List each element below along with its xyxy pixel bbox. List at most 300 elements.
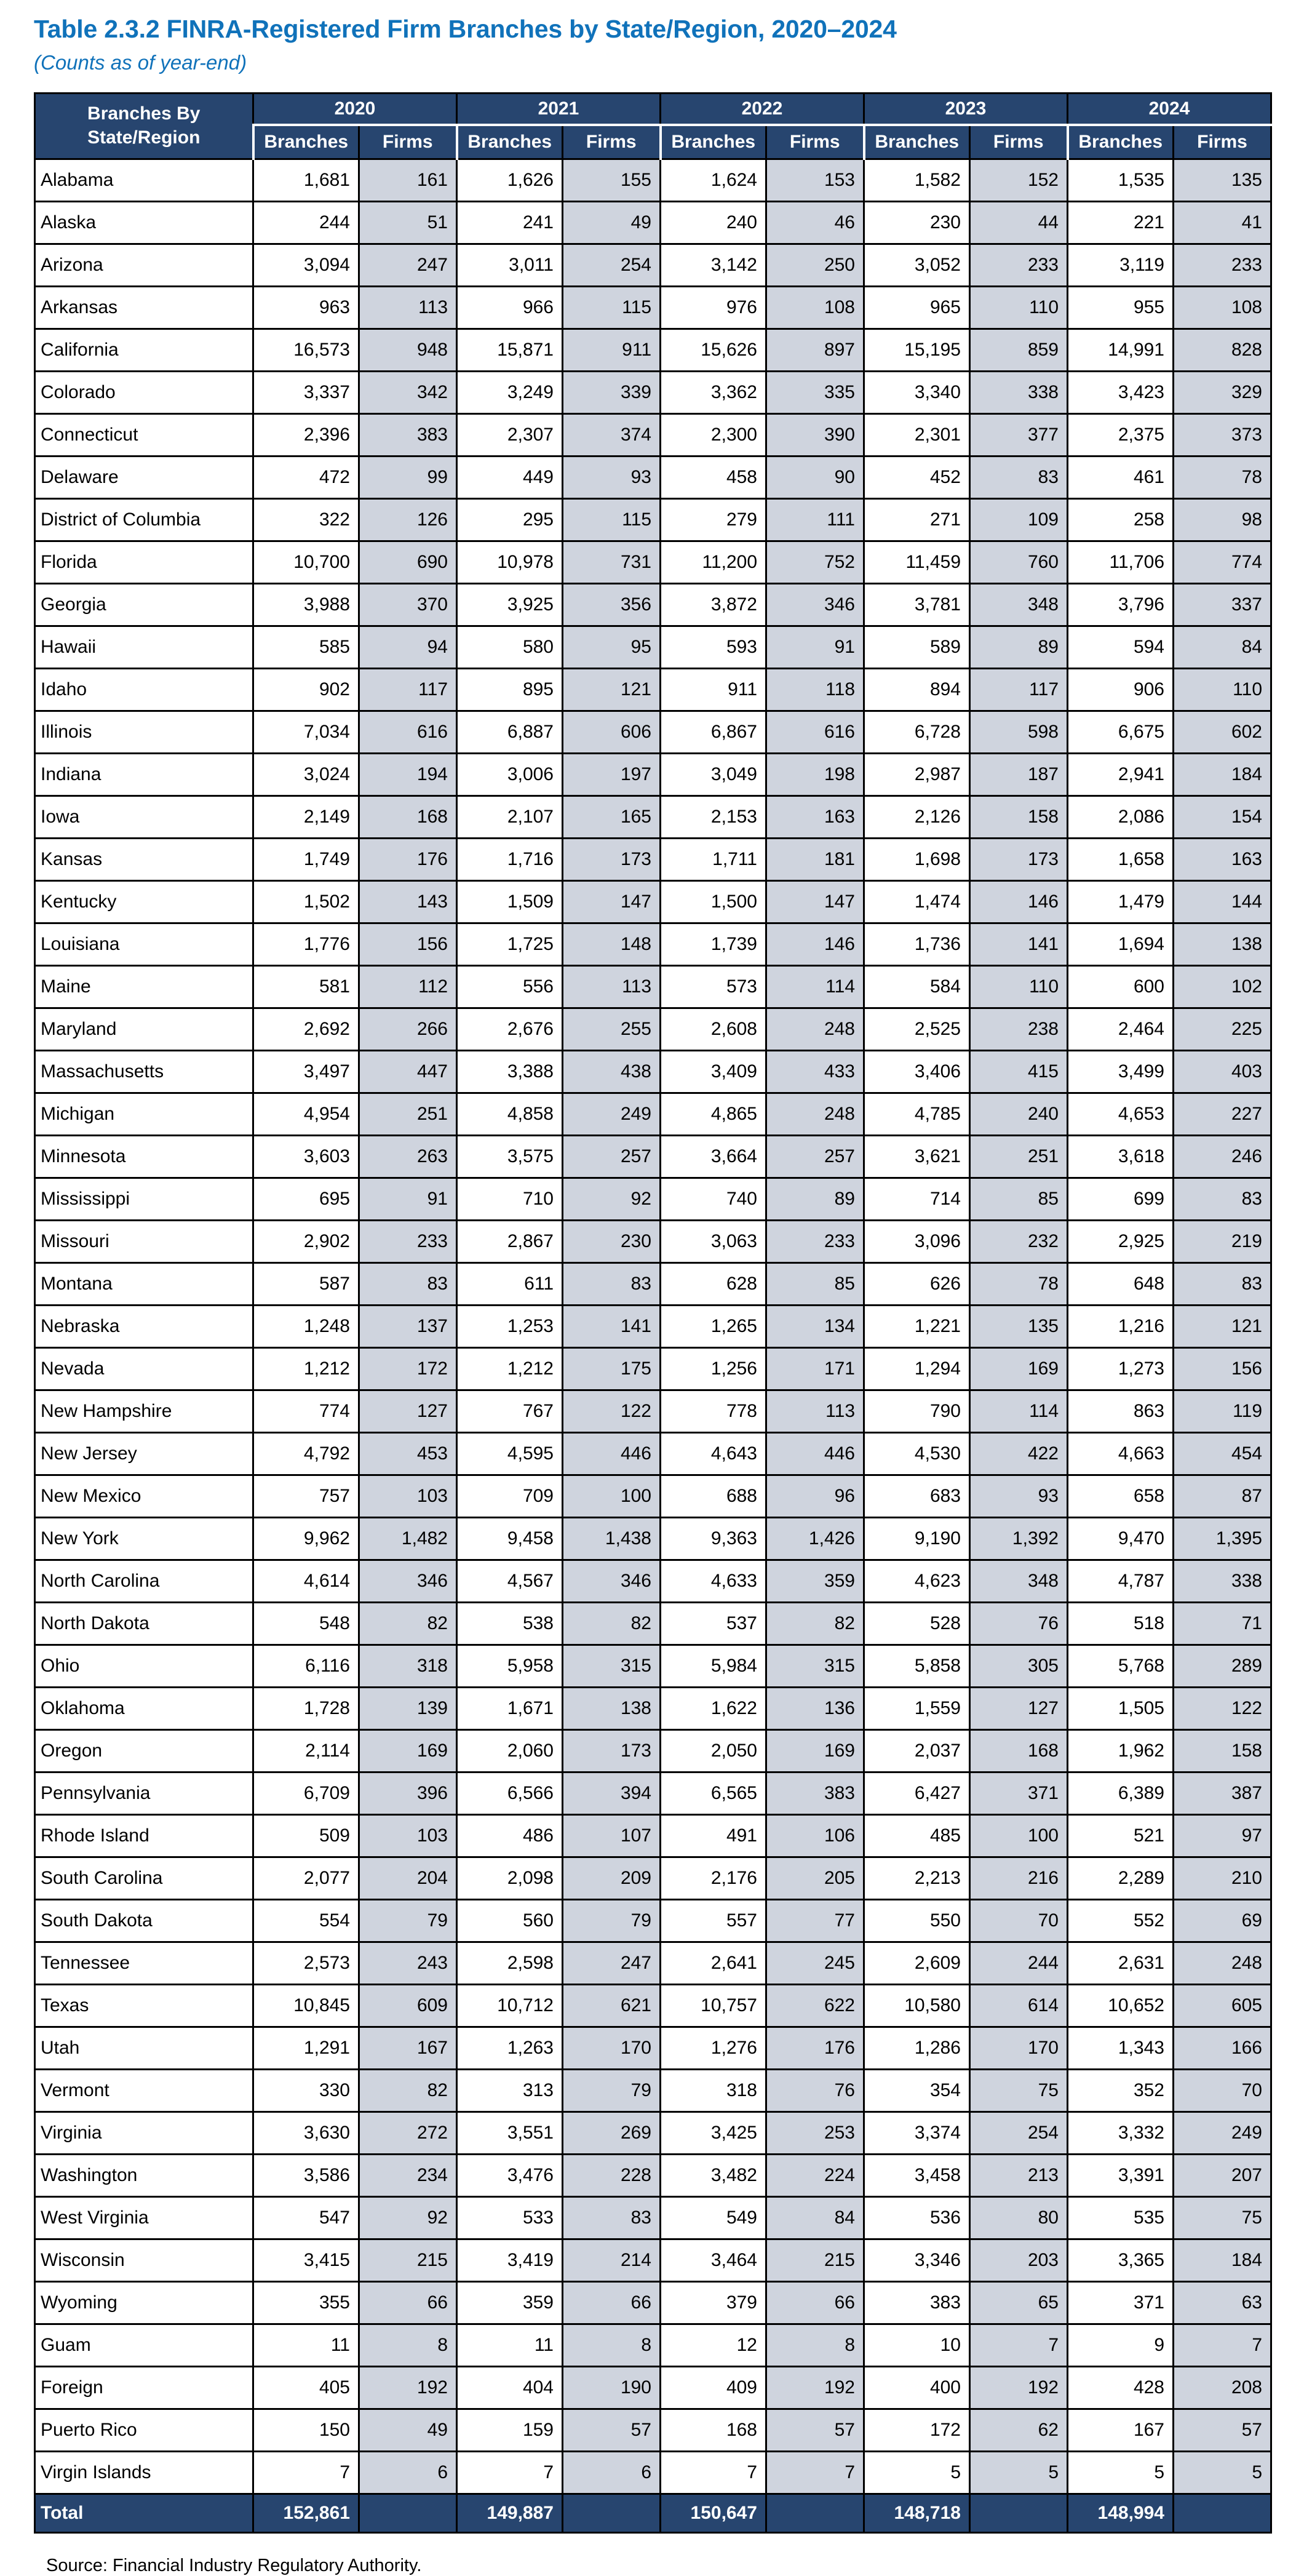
- cell-branches: 4,530: [864, 1432, 970, 1475]
- cell-firms: 99: [359, 456, 457, 498]
- cell-firms: 49: [563, 201, 661, 244]
- table-row: [35, 2154, 1271, 2196]
- row-state-label: Mississippi: [35, 1178, 253, 1220]
- cell-branches: 9,363: [661, 1517, 766, 1560]
- cell-firms: 253: [766, 2111, 864, 2154]
- cell-firms: 153: [766, 159, 864, 201]
- cell-firms: 245: [766, 1942, 864, 1984]
- cell-branches: 1,962: [1068, 1729, 1174, 1772]
- cell-branches: 4,653: [1068, 1093, 1174, 1135]
- cell-branches: 695: [253, 1178, 359, 1220]
- cell-branches: 1,500: [661, 880, 766, 923]
- cell-branches: 1,739: [661, 923, 766, 965]
- cell-firms: 82: [766, 1602, 864, 1645]
- total-firms: [563, 2494, 661, 2532]
- cell-firms: 438: [563, 1050, 661, 1093]
- header-year-2023: 2023: [864, 93, 1068, 125]
- row-state-label: Kansas: [35, 838, 253, 880]
- cell-firms: 146: [970, 880, 1068, 923]
- cell-branches: 2,573: [253, 1942, 359, 1984]
- cell-firms: 83: [970, 456, 1068, 498]
- cell-firms: 263: [359, 1135, 457, 1178]
- cell-branches: 1,626: [457, 159, 563, 201]
- cell-branches: 2,608: [661, 1008, 766, 1050]
- row-state-label: North Dakota: [35, 1602, 253, 1645]
- cell-firms: 383: [766, 1772, 864, 1814]
- branches-by-state-table: [34, 92, 1272, 2534]
- cell-firms: 83: [1174, 1262, 1271, 1305]
- cell-firms: 46: [766, 201, 864, 244]
- total-branches: 152,861: [253, 2494, 359, 2532]
- cell-firms: 1,426: [766, 1517, 864, 1560]
- cell-firms: 446: [766, 1432, 864, 1475]
- cell-branches: 7: [661, 2451, 766, 2494]
- cell-branches: 4,623: [864, 1560, 970, 1602]
- table-row: [35, 1262, 1271, 1305]
- cell-branches: 537: [661, 1602, 766, 1645]
- cell-firms: 114: [766, 965, 864, 1008]
- cell-firms: 139: [359, 1687, 457, 1729]
- table-row: [35, 923, 1271, 965]
- cell-branches: 4,785: [864, 1093, 970, 1135]
- cell-branches: 2,037: [864, 1729, 970, 1772]
- cell-branches: 1,343: [1068, 2027, 1174, 2069]
- row-state-label: Kentucky: [35, 880, 253, 923]
- header-2021-branches: Branches: [457, 125, 563, 159]
- row-state-label: Guam: [35, 2324, 253, 2366]
- cell-firms: 167: [359, 2027, 457, 2069]
- cell-branches: 4,633: [661, 1560, 766, 1602]
- cell-firms: 80: [970, 2196, 1068, 2239]
- cell-firms: 122: [563, 1390, 661, 1432]
- table-row: [35, 1729, 1271, 1772]
- cell-branches: 1,505: [1068, 1687, 1174, 1729]
- cell-firms: 243: [359, 1942, 457, 1984]
- cell-firms: 138: [1174, 923, 1271, 965]
- row-state-label: Nebraska: [35, 1305, 253, 1347]
- cell-branches: 3,872: [661, 583, 766, 626]
- row-state-label: Virginia: [35, 2111, 253, 2154]
- cell-firms: 609: [359, 1984, 457, 2027]
- row-state-label: Louisiana: [35, 923, 253, 965]
- cell-firms: 224: [766, 2154, 864, 2196]
- table-body: [35, 159, 1271, 2532]
- cell-firms: 106: [766, 1814, 864, 1857]
- cell-branches: 778: [661, 1390, 766, 1432]
- cell-firms: 197: [563, 753, 661, 796]
- cell-branches: 2,867: [457, 1220, 563, 1262]
- cell-firms: 173: [563, 838, 661, 880]
- cell-branches: 1,253: [457, 1305, 563, 1347]
- cell-firms: 57: [1174, 2409, 1271, 2451]
- cell-firms: 115: [563, 498, 661, 541]
- cell-branches: 688: [661, 1475, 766, 1517]
- cell-branches: 3,365: [1068, 2239, 1174, 2281]
- cell-branches: 3,406: [864, 1050, 970, 1093]
- cell-firms: 335: [766, 371, 864, 413]
- cell-firms: 390: [766, 413, 864, 456]
- cell-firms: 165: [563, 796, 661, 838]
- cell-firms: 948: [359, 329, 457, 371]
- cell-branches: 2,301: [864, 413, 970, 456]
- cell-firms: 173: [563, 1729, 661, 1772]
- cell-firms: 103: [359, 1475, 457, 1517]
- cell-branches: 167: [1068, 2409, 1174, 2451]
- cell-firms: 110: [970, 965, 1068, 1008]
- header-2021-firms: Firms: [563, 125, 661, 159]
- cell-firms: 233: [1174, 244, 1271, 286]
- cell-firms: 169: [766, 1729, 864, 1772]
- header-2024-branches: Branches: [1068, 125, 1174, 159]
- cell-firms: 215: [766, 2239, 864, 2281]
- cell-branches: 4,567: [457, 1560, 563, 1602]
- table-row: [35, 541, 1271, 583]
- row-state-label: Foreign: [35, 2366, 253, 2409]
- row-state-label: Missouri: [35, 1220, 253, 1262]
- cell-firms: 244: [970, 1942, 1068, 1984]
- cell-branches: 452: [864, 456, 970, 498]
- cell-branches: 699: [1068, 1178, 1174, 1220]
- cell-branches: 3,011: [457, 244, 563, 286]
- row-state-label: Montana: [35, 1262, 253, 1305]
- cell-firms: 109: [970, 498, 1068, 541]
- cell-firms: 238: [970, 1008, 1068, 1050]
- cell-firms: 760: [970, 541, 1068, 583]
- cell-firms: 198: [766, 753, 864, 796]
- cell-branches: 258: [1068, 498, 1174, 541]
- row-state-label: Minnesota: [35, 1135, 253, 1178]
- cell-firms: 228: [563, 2154, 661, 2196]
- table-row: [35, 1178, 1271, 1220]
- row-state-label: Iowa: [35, 796, 253, 838]
- cell-branches: 767: [457, 1390, 563, 1432]
- cell-branches: 2,396: [253, 413, 359, 456]
- cell-firms: 71: [1174, 1602, 1271, 1645]
- cell-branches: 976: [661, 286, 766, 329]
- cell-firms: 359: [766, 1560, 864, 1602]
- cell-branches: 2,598: [457, 1942, 563, 1984]
- cell-branches: 560: [457, 1899, 563, 1942]
- cell-firms: 89: [970, 626, 1068, 668]
- cell-firms: 247: [563, 1942, 661, 1984]
- cell-branches: 3,458: [864, 2154, 970, 2196]
- cell-firms: 272: [359, 2111, 457, 2154]
- cell-firms: 146: [766, 923, 864, 965]
- cell-firms: 616: [766, 711, 864, 753]
- cell-firms: 171: [766, 1347, 864, 1390]
- table-row: [35, 1602, 1271, 1645]
- cell-firms: 774: [1174, 541, 1271, 583]
- cell-firms: 348: [970, 583, 1068, 626]
- cell-branches: 2,107: [457, 796, 563, 838]
- cell-firms: 117: [970, 668, 1068, 711]
- cell-firms: 248: [766, 1093, 864, 1135]
- cell-firms: 113: [766, 1390, 864, 1432]
- cell-firms: 135: [1174, 159, 1271, 201]
- cell-branches: 4,858: [457, 1093, 563, 1135]
- cell-branches: 3,425: [661, 2111, 766, 2154]
- cell-branches: 589: [864, 626, 970, 668]
- cell-firms: 447: [359, 1050, 457, 1093]
- cell-firms: 85: [766, 1262, 864, 1305]
- header-state-region: [35, 93, 253, 159]
- cell-firms: 194: [359, 753, 457, 796]
- cell-branches: 4,954: [253, 1093, 359, 1135]
- cell-firms: 219: [1174, 1220, 1271, 1262]
- header-2020-firms: Firms: [359, 125, 457, 159]
- cell-branches: 15,871: [457, 329, 563, 371]
- cell-firms: 377: [970, 413, 1068, 456]
- table-row: [35, 1645, 1271, 1687]
- cell-branches: 3,388: [457, 1050, 563, 1093]
- table-row: [35, 880, 1271, 923]
- cell-branches: 2,300: [661, 413, 766, 456]
- cell-branches: 4,643: [661, 1432, 766, 1475]
- cell-branches: 611: [457, 1262, 563, 1305]
- header-year-row: [35, 93, 1271, 125]
- cell-branches: 6,566: [457, 1772, 563, 1814]
- row-state-label: Illinois: [35, 711, 253, 753]
- row-state-label: Washington: [35, 2154, 253, 2196]
- cell-branches: 3,049: [661, 753, 766, 796]
- cell-branches: 1,725: [457, 923, 563, 965]
- cell-branches: 3,419: [457, 2239, 563, 2281]
- table-row: [35, 1984, 1271, 2027]
- cell-branches: 244: [253, 201, 359, 244]
- cell-branches: 230: [864, 201, 970, 244]
- cell-branches: 4,865: [661, 1093, 766, 1135]
- cell-branches: 3,340: [864, 371, 970, 413]
- cell-branches: 709: [457, 1475, 563, 1517]
- cell-branches: 3,781: [864, 583, 970, 626]
- cell-branches: 472: [253, 456, 359, 498]
- cell-branches: 405: [253, 2366, 359, 2409]
- cell-firms: 168: [970, 1729, 1068, 1772]
- cell-firms: 205: [766, 1857, 864, 1899]
- cell-firms: 141: [970, 923, 1068, 965]
- row-state-label: South Dakota: [35, 1899, 253, 1942]
- cell-firms: 254: [563, 244, 661, 286]
- table-row: [35, 796, 1271, 838]
- table-row: [35, 1814, 1271, 1857]
- cell-branches: 313: [457, 2069, 563, 2111]
- header-state-line2: State/Region: [87, 127, 201, 148]
- cell-firms: 173: [970, 838, 1068, 880]
- cell-firms: 233: [766, 1220, 864, 1262]
- cell-branches: 895: [457, 668, 563, 711]
- cell-firms: 8: [359, 2324, 457, 2366]
- table-row: [35, 1305, 1271, 1347]
- row-state-label: New Mexico: [35, 1475, 253, 1517]
- cell-branches: 10,652: [1068, 1984, 1174, 2027]
- cell-branches: 6,709: [253, 1772, 359, 1814]
- row-state-label: Maine: [35, 965, 253, 1008]
- cell-branches: 906: [1068, 668, 1174, 711]
- cell-firms: 598: [970, 711, 1068, 753]
- row-state-label: Oregon: [35, 1729, 253, 1772]
- row-state-label: Massachusetts: [35, 1050, 253, 1093]
- cell-branches: 2,609: [864, 1942, 970, 1984]
- cell-branches: 757: [253, 1475, 359, 1517]
- cell-firms: 168: [359, 796, 457, 838]
- cell-firms: 144: [1174, 880, 1271, 923]
- cell-branches: 279: [661, 498, 766, 541]
- table-row: [35, 1008, 1271, 1050]
- row-state-label: New Hampshire: [35, 1390, 253, 1432]
- cell-firms: 138: [563, 1687, 661, 1729]
- cell-branches: 557: [661, 1899, 766, 1942]
- cell-firms: 117: [359, 668, 457, 711]
- cell-firms: 1,392: [970, 1517, 1068, 1560]
- cell-branches: 1,509: [457, 880, 563, 923]
- row-state-label: Arizona: [35, 244, 253, 286]
- cell-branches: 2,153: [661, 796, 766, 838]
- cell-firms: 346: [563, 1560, 661, 1602]
- cell-firms: 83: [563, 1262, 661, 1305]
- table-row: [35, 286, 1271, 329]
- cell-branches: 241: [457, 201, 563, 244]
- cell-branches: 658: [1068, 1475, 1174, 1517]
- cell-firms: 147: [766, 880, 864, 923]
- cell-firms: 602: [1174, 711, 1271, 753]
- cell-branches: 774: [253, 1390, 359, 1432]
- cell-firms: 82: [563, 1602, 661, 1645]
- cell-firms: 127: [359, 1390, 457, 1432]
- cell-firms: 690: [359, 541, 457, 583]
- table-row: [35, 1857, 1271, 1899]
- cell-firms: 606: [563, 711, 661, 753]
- cell-firms: 62: [970, 2409, 1068, 2451]
- cell-branches: 536: [864, 2196, 970, 2239]
- cell-branches: 3,497: [253, 1050, 359, 1093]
- cell-firms: 233: [970, 244, 1068, 286]
- cell-branches: 587: [253, 1262, 359, 1305]
- row-state-label: Delaware: [35, 456, 253, 498]
- cell-firms: 118: [766, 668, 864, 711]
- cell-branches: 3,551: [457, 2111, 563, 2154]
- header-2023-branches: Branches: [864, 125, 970, 159]
- cell-firms: 318: [359, 1645, 457, 1687]
- cell-branches: 1,658: [1068, 838, 1174, 880]
- table-row: [35, 838, 1271, 880]
- cell-firms: 148: [563, 923, 661, 965]
- cell-branches: 1,776: [253, 923, 359, 965]
- cell-firms: 269: [563, 2111, 661, 2154]
- cell-firms: 66: [563, 2281, 661, 2324]
- cell-firms: 100: [563, 1475, 661, 1517]
- table-row: [35, 2196, 1271, 2239]
- cell-firms: 110: [970, 286, 1068, 329]
- cell-branches: 11: [457, 2324, 563, 2366]
- cell-branches: 3,423: [1068, 371, 1174, 413]
- cell-branches: 172: [864, 2409, 970, 2451]
- header-year-2020: 2020: [253, 93, 457, 125]
- cell-branches: 593: [661, 626, 766, 668]
- cell-branches: 3,409: [661, 1050, 766, 1093]
- row-state-label: West Virginia: [35, 2196, 253, 2239]
- cell-branches: 581: [253, 965, 359, 1008]
- cell-firms: 621: [563, 1984, 661, 2027]
- total-firms: [1174, 2494, 1271, 2532]
- total-row: [35, 2494, 1271, 2532]
- cell-firms: 83: [563, 2196, 661, 2239]
- cell-branches: 2,925: [1068, 1220, 1174, 1262]
- row-state-label: North Carolina: [35, 1560, 253, 1602]
- cell-branches: 354: [864, 2069, 970, 2111]
- cell-branches: 11,459: [864, 541, 970, 583]
- cell-firms: 147: [563, 880, 661, 923]
- cell-firms: 90: [766, 456, 864, 498]
- cell-branches: 6,728: [864, 711, 970, 753]
- cell-branches: 7: [253, 2451, 359, 2494]
- cell-firms: 122: [1174, 1687, 1271, 1729]
- cell-firms: 415: [970, 1050, 1068, 1093]
- cell-branches: 902: [253, 668, 359, 711]
- cell-firms: 248: [766, 1008, 864, 1050]
- total-firms: [359, 2494, 457, 2532]
- cell-branches: 5: [1068, 2451, 1174, 2494]
- cell-firms: 346: [359, 1560, 457, 1602]
- cell-firms: 82: [359, 1602, 457, 1645]
- cell-firms: 77: [766, 1899, 864, 1942]
- cell-branches: 1,276: [661, 2027, 766, 2069]
- cell-firms: 176: [766, 2027, 864, 2069]
- cell-branches: 14,991: [1068, 329, 1174, 371]
- cell-firms: 181: [766, 838, 864, 880]
- cell-branches: 2,941: [1068, 753, 1174, 796]
- cell-branches: 352: [1068, 2069, 1174, 2111]
- cell-branches: 9: [1068, 2324, 1174, 2366]
- cell-branches: 3,586: [253, 2154, 359, 2196]
- cell-firms: 6: [359, 2451, 457, 2494]
- cell-firms: 752: [766, 541, 864, 583]
- cell-firms: 187: [970, 753, 1068, 796]
- row-state-label: New York: [35, 1517, 253, 1560]
- cell-firms: 82: [359, 2069, 457, 2111]
- cell-firms: 7: [1174, 2324, 1271, 2366]
- cell-firms: 454: [1174, 1432, 1271, 1475]
- cell-firms: 103: [359, 1814, 457, 1857]
- total-label: Total: [35, 2494, 253, 2532]
- cell-firms: 246: [1174, 1135, 1271, 1178]
- cell-branches: 404: [457, 2366, 563, 2409]
- cell-firms: 234: [359, 2154, 457, 2196]
- cell-branches: 1,474: [864, 880, 970, 923]
- cell-branches: 1,736: [864, 923, 970, 965]
- total-firms: [766, 2494, 864, 2532]
- cell-branches: 2,176: [661, 1857, 766, 1899]
- table-row: [35, 201, 1271, 244]
- cell-branches: 2,525: [864, 1008, 970, 1050]
- cell-firms: 433: [766, 1050, 864, 1093]
- cell-branches: 2,289: [1068, 1857, 1174, 1899]
- cell-firms: 225: [1174, 1008, 1271, 1050]
- cell-firms: 249: [1174, 2111, 1271, 2154]
- cell-branches: 5: [864, 2451, 970, 2494]
- cell-branches: 3,052: [864, 244, 970, 286]
- cell-branches: 3,094: [253, 244, 359, 286]
- cell-firms: 257: [766, 1135, 864, 1178]
- row-state-label: Utah: [35, 2027, 253, 2069]
- cell-branches: 3,603: [253, 1135, 359, 1178]
- cell-firms: 339: [563, 371, 661, 413]
- cell-firms: 190: [563, 2366, 661, 2409]
- cell-branches: 2,050: [661, 1729, 766, 1772]
- cell-firms: 374: [563, 413, 661, 456]
- table-row: [35, 1517, 1271, 1560]
- cell-firms: 111: [766, 498, 864, 541]
- cell-branches: 2,114: [253, 1729, 359, 1772]
